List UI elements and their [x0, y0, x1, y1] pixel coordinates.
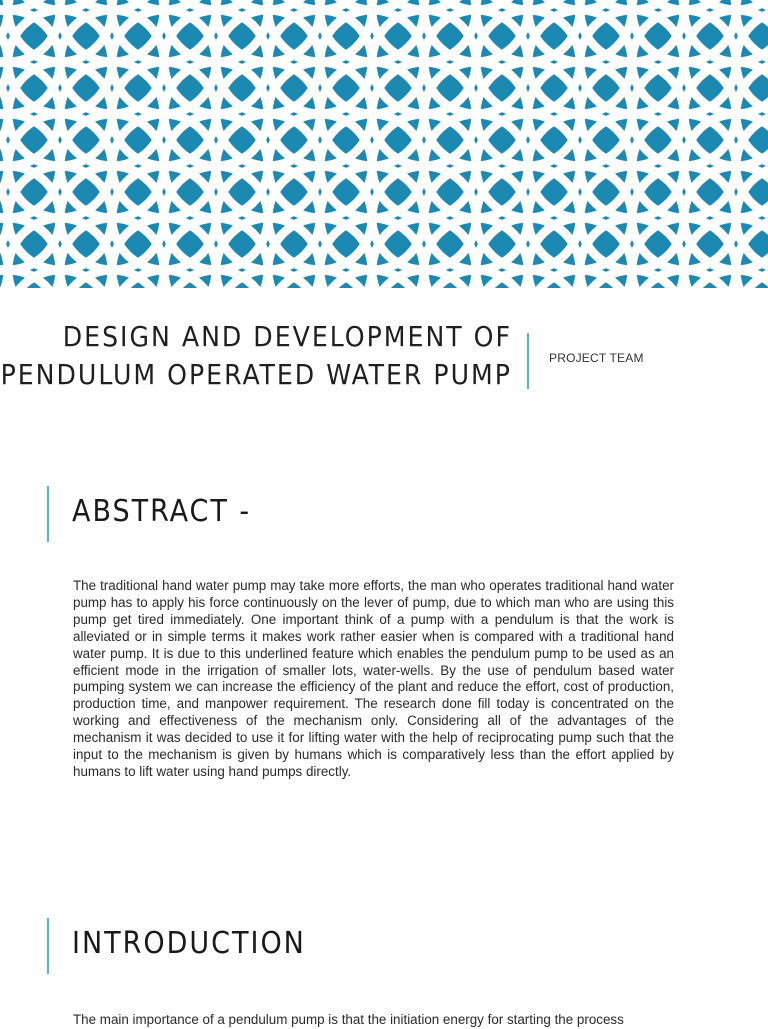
- slide-subtitle: PROJECT TEAM: [549, 351, 644, 365]
- abstract-accent-bar: [47, 486, 49, 542]
- introduction-accent-bar: [47, 918, 49, 974]
- slide-title-line-2: PENDULUM OPERATED WATER PUMP: [0, 358, 512, 391]
- interlocking-circles-pattern: [0, 0, 768, 288]
- abstract-paragraph: The traditional hand water pump may take more efforts, the man who operates traditional hand water pump has to apply his force continuously on the lever of pump, due to which man who are using this pump get tired immediately. One important think of a pump with a pendulum is that the work is alleviated or in simple terms it makes work rather easier when is compared with a traditional hand water pump. It is due to this underlined feature which enables the pendulum pump to be used as an efficient mode in the irrigation of smaller lots, water-wells. By the use of pendulum based water pumping system we can increase the efficiency of the plant and reduce the effort, cost of production, production time, and manpower requirement. The research done fill today is concentrated on the working and effectiveness of the mechanism only. Considering all of the advantages of the mechanism it was decided to use it for lifting water with the help of reciprocating pump such that the input to the mechanism is given by humans which is comparatively less than the effort applied by humans to lift water using hand pumps directly.: [73, 578, 674, 779]
- introduction-heading: INTRODUCTION: [72, 926, 306, 961]
- slide-title-line-1: DESIGN AND DEVELOPMENT OF: [62, 320, 512, 353]
- header-pattern-banner: [0, 0, 768, 288]
- abstract-heading: ABSTRACT -: [72, 494, 252, 529]
- introduction-paragraph: The main importance of a pendulum pump is that the initiation energy for starting the process: [73, 1012, 624, 1027]
- title-accent-bar: [527, 333, 529, 389]
- slide-title: [0, 318, 512, 394]
